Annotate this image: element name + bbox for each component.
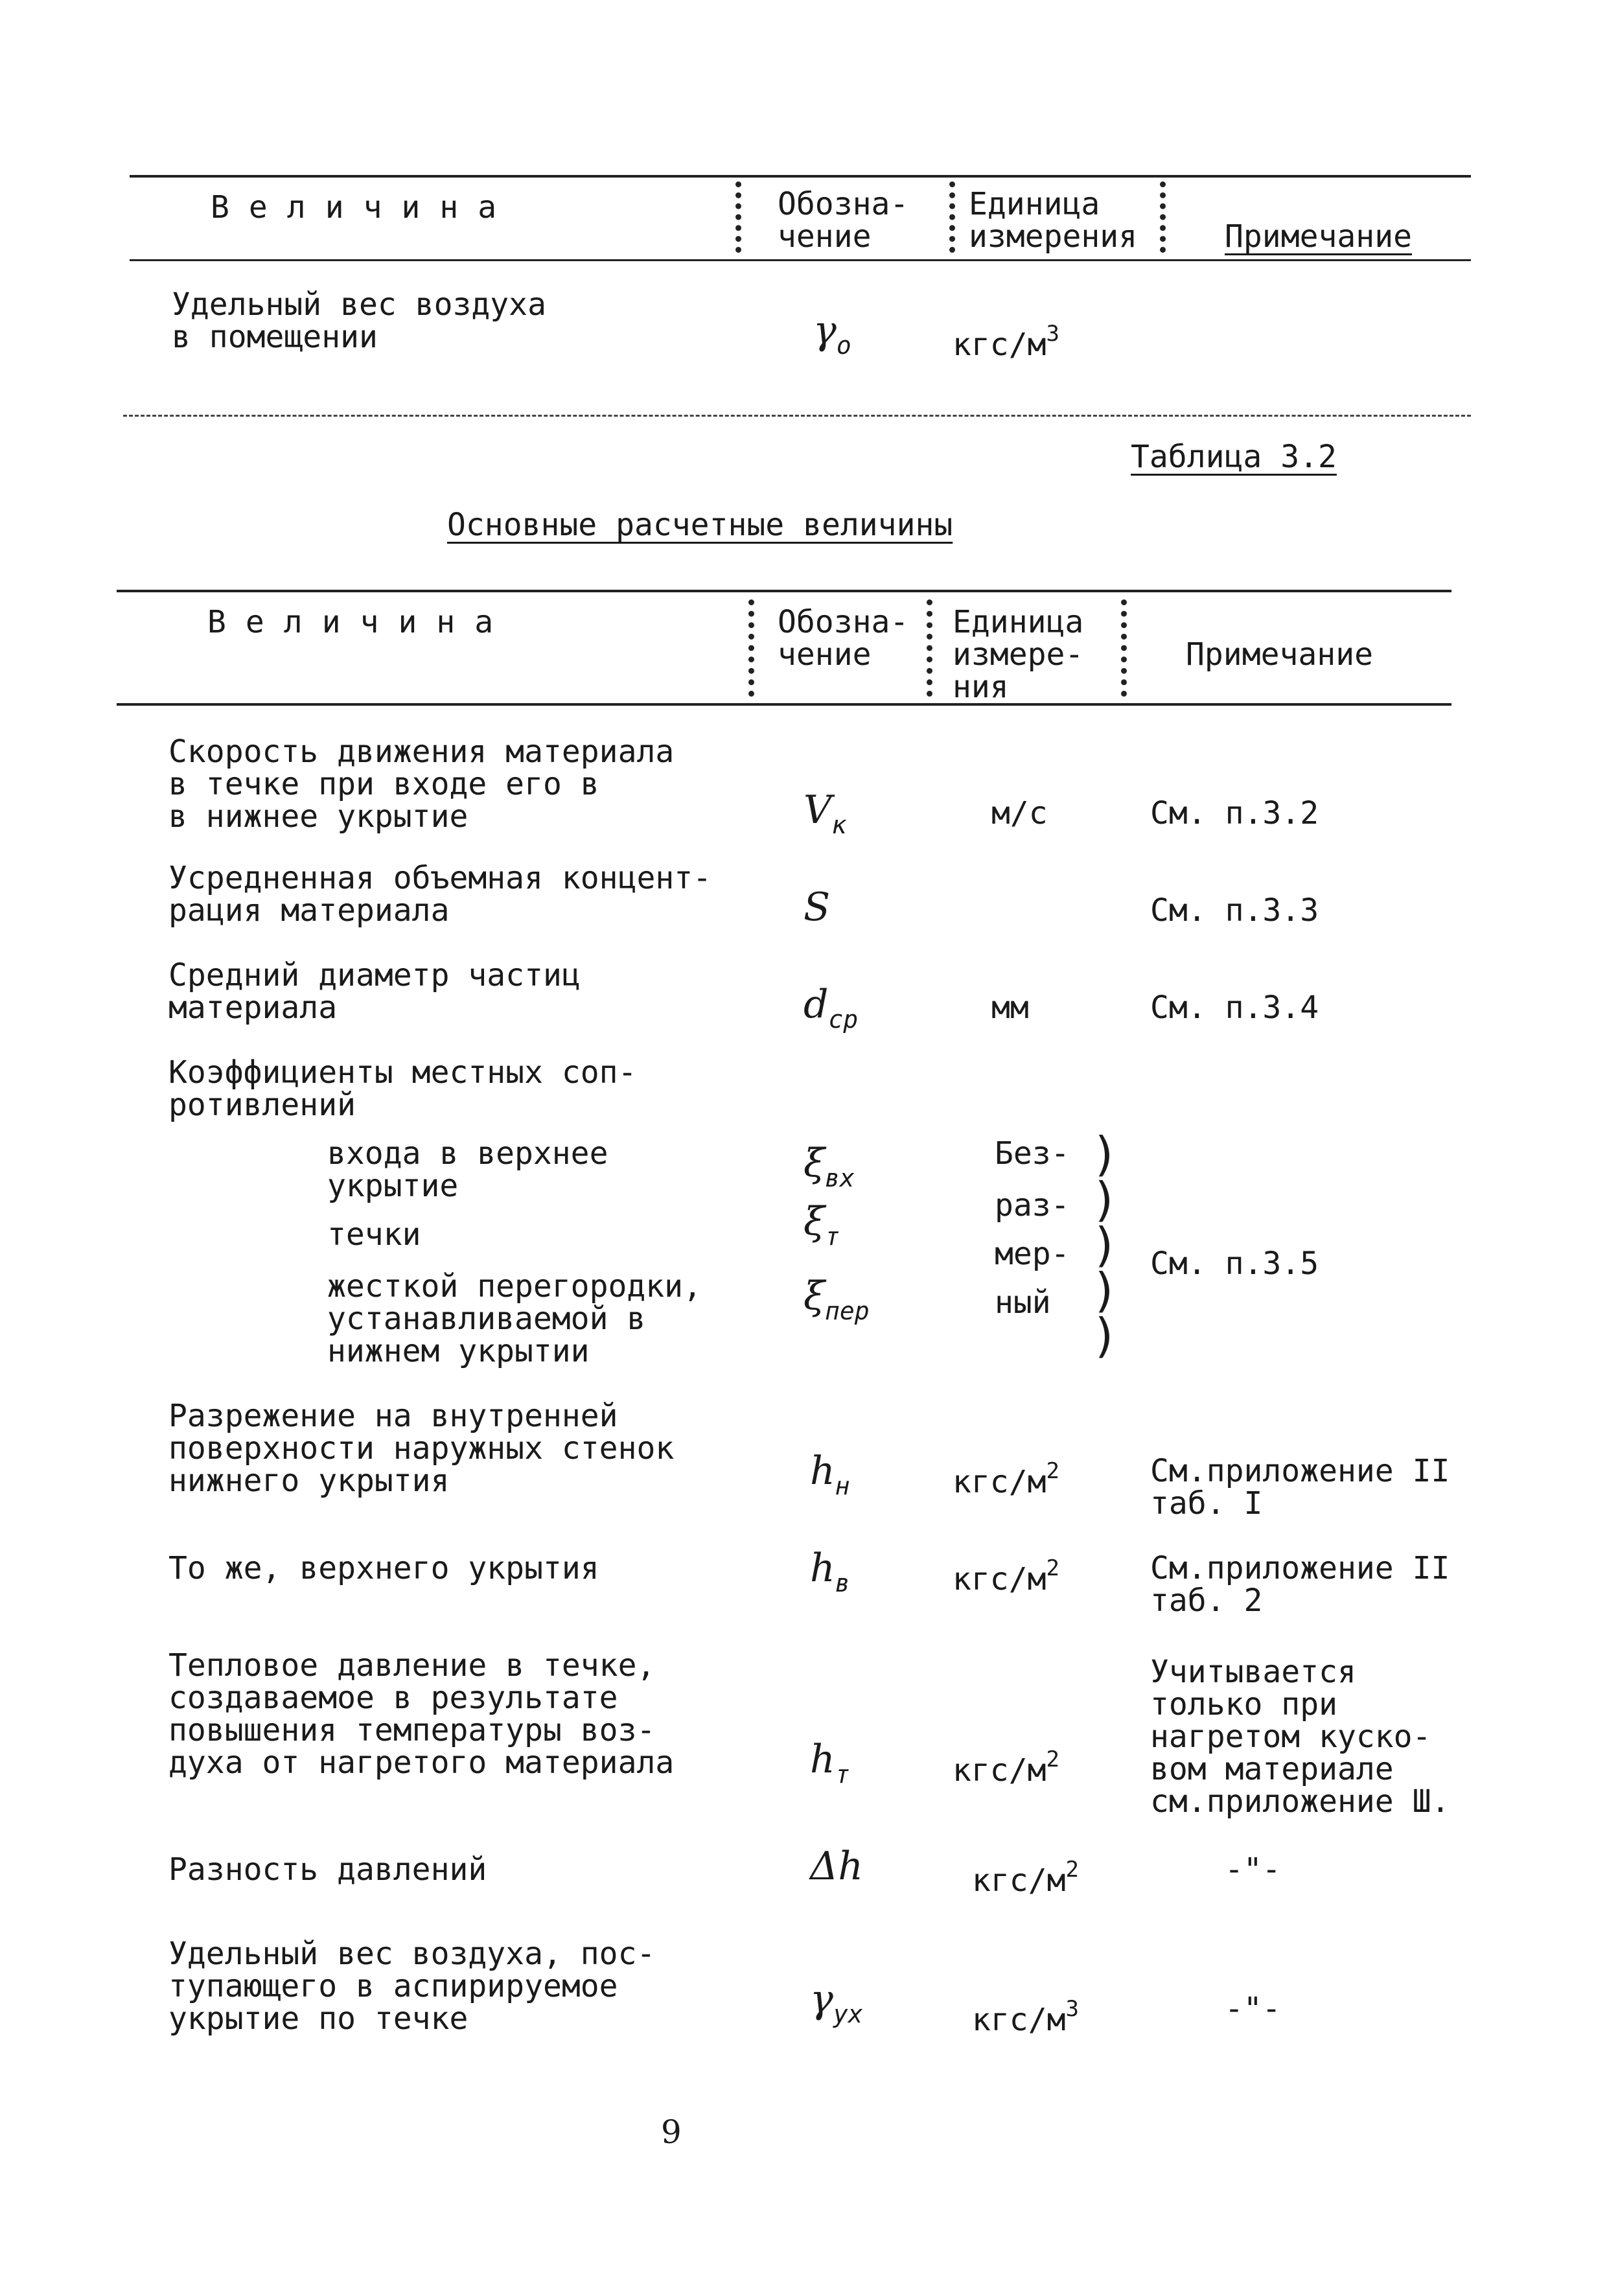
table-row-unit: м/с [991, 795, 1048, 831]
symbol-subscript: ух [833, 2000, 863, 2028]
unit-superscript: 3 [1046, 321, 1059, 347]
table-row-quantity: То же, верхнего укрытия [168, 1550, 599, 1586]
unit-text: кгс/м [972, 1862, 1066, 1899]
right-brace-segment: ) [1095, 1172, 1114, 1227]
table1-top-rule [130, 175, 1471, 178]
table1-header-separator [1160, 181, 1166, 253]
unit-superscript: 2 [1046, 1458, 1059, 1484]
delta-h-symbol: Δh [810, 1844, 863, 1889]
table1-header-unit: Единица измерения [969, 186, 1138, 255]
symbol-subscript: ср [828, 1005, 859, 1034]
table1-bottom-rule [123, 415, 1471, 417]
table-row-quantity: Средний диаметр частиц материала [168, 957, 581, 1026]
coef-unit-line: раз- [995, 1187, 1070, 1223]
gamma-symbol: γ [810, 1977, 833, 2022]
table2-header-symbol: Обозна- чение [778, 604, 909, 673]
table1-header-symbol: Обозна- чение [778, 186, 909, 255]
table-row-quantity: Тепловое давление в течке, создаваемое в результате повышения температуры воз- духа от нагретого материала [168, 1647, 675, 1781]
unit-text: кгс/м [953, 1561, 1046, 1597]
xi-symbol: ξ [804, 1199, 826, 1244]
table-row-symbol [810, 1844, 863, 1889]
table-row-quantity: Коэффициенты местных соп- ротивлений [168, 1054, 637, 1123]
table2-header-separator [1121, 599, 1127, 697]
table-row-quantity: течки [327, 1216, 421, 1253]
table-row-quantity: Усредненная объемная концент- рация материала [168, 860, 712, 929]
right-brace-segment: ) [1095, 1308, 1114, 1363]
table-row-quantity: Скорость движения материала в течке при входе его в в нижнее укрытие [168, 734, 675, 835]
coef-unit-line: ный [995, 1284, 1051, 1321]
unit-superscript: 2 [1065, 1857, 1079, 1883]
xi-symbol: ξ [804, 1273, 826, 1319]
velocity-symbol: V [804, 787, 832, 833]
right-brace-segment: ) [1095, 1218, 1114, 1272]
table2-header-note: Примечание [1186, 636, 1373, 673]
table-row-symbol [804, 1273, 870, 1327]
table-row-note: См. п.3.2 [1150, 795, 1319, 831]
table-row-unit [953, 1552, 1059, 1595]
unit-text: кгс/м [953, 1752, 1046, 1789]
unit-text: кгс/м [953, 1464, 1046, 1500]
symbol-subscript: вх [825, 1164, 855, 1192]
table-row-note: -"- [1225, 1851, 1281, 1888]
table-row-unit [972, 1853, 1079, 1897]
table1-row-symbol [813, 308, 851, 362]
table-row-quantity: Разность давлений [168, 1851, 487, 1888]
table1-header-separator [735, 181, 741, 253]
table-row-unit [972, 1993, 1079, 2036]
table-row-quantity: жесткой перегородки, устанавливаемой в нижнем укрытии [327, 1268, 702, 1369]
table-row-quantity: Разрежение на внутренней поверхности наружных стенок нижнего укрытия [168, 1398, 675, 1499]
coef-note: См. п.3.5 [1150, 1246, 1319, 1282]
unit-text: кгс/м [972, 2002, 1066, 2038]
table-row-note: См.приложение II таб. I [1150, 1453, 1450, 1522]
table-row-unit: мм [991, 990, 1029, 1026]
table-row-note: -"- [1225, 1991, 1281, 2027]
table-row-quantity: Удельный вес воздуха, пос- тупающего в аспирируемое укрытие по течке [168, 1936, 656, 2037]
table1-header-rule [130, 259, 1471, 261]
table-row-note: См. п.3.3 [1150, 892, 1319, 929]
table-title: Основные расчетные величины [447, 507, 953, 543]
coef-unit-line: мер- [995, 1236, 1070, 1272]
unit-superscript: 2 [1046, 1555, 1059, 1581]
symbol-subscript: т [825, 1222, 840, 1251]
diameter-symbol: d [804, 982, 829, 1027]
page-number: 9 [661, 2113, 682, 2151]
concentration-symbol: S [804, 885, 831, 930]
table1-header-separator [949, 181, 955, 253]
table2-header-rule [117, 703, 1451, 706]
symbol-subscript: н [835, 1472, 850, 1500]
right-brace-segment: ) [1095, 1127, 1114, 1181]
table1-row-quantity: Удельный вес воздуха в помещении [172, 286, 546, 355]
table-row-symbol [810, 1448, 850, 1502]
symbol-subscript: пер [825, 1297, 870, 1325]
table-row-symbol [804, 982, 859, 1036]
table-row-note: См. п.3.4 [1150, 990, 1319, 1026]
gamma-symbol: γ [813, 308, 837, 353]
table-row-symbol [810, 1546, 850, 1599]
table-row-note: Учитывается только при нагретом куско- вом материале см.приложение Ш. [1150, 1654, 1450, 1820]
right-brace-segment: ) [1095, 1263, 1114, 1317]
symbol-subscript: т [835, 1760, 850, 1789]
table1-header-quantity: Величина [211, 189, 516, 226]
table-row-unit [953, 1743, 1059, 1787]
h-symbol: h [810, 1546, 835, 1591]
table-row-symbol [804, 787, 847, 841]
table1-header-note: Примечание [1225, 218, 1412, 255]
symbol-subscript: к [831, 811, 847, 839]
table2-header-separator [927, 599, 932, 697]
table-row-symbol [810, 1977, 863, 2030]
table-row-symbol [804, 885, 831, 930]
h-symbol: h [810, 1448, 835, 1494]
table-row-note: См.приложение II таб. 2 [1150, 1550, 1450, 1619]
table1-row-unit [953, 318, 1059, 361]
table-row-quantity: входа в верхнее укрытие [327, 1135, 608, 1204]
table-label: Таблица 3.2 [1131, 439, 1337, 475]
table-row-symbol [804, 1141, 855, 1194]
symbol-subscript: в [835, 1569, 850, 1597]
coef-unit-line: Без- [995, 1135, 1070, 1172]
symbol-subscript: о [836, 331, 851, 360]
h-symbol: h [810, 1737, 835, 1782]
xi-symbol: ξ [804, 1141, 826, 1186]
table-row-unit [953, 1455, 1059, 1498]
table-row-symbol [810, 1737, 850, 1791]
table2-header-quantity: Величина [207, 604, 513, 640]
unit-text: кгс/м [953, 327, 1046, 363]
table2-header-unit: Единица измере- ния [953, 604, 1084, 705]
unit-superscript: 2 [1046, 1746, 1059, 1772]
unit-superscript: 3 [1065, 1996, 1079, 2022]
table2-top-rule [117, 590, 1451, 592]
table2-header-separator [748, 599, 754, 697]
table-row-symbol [804, 1199, 840, 1253]
